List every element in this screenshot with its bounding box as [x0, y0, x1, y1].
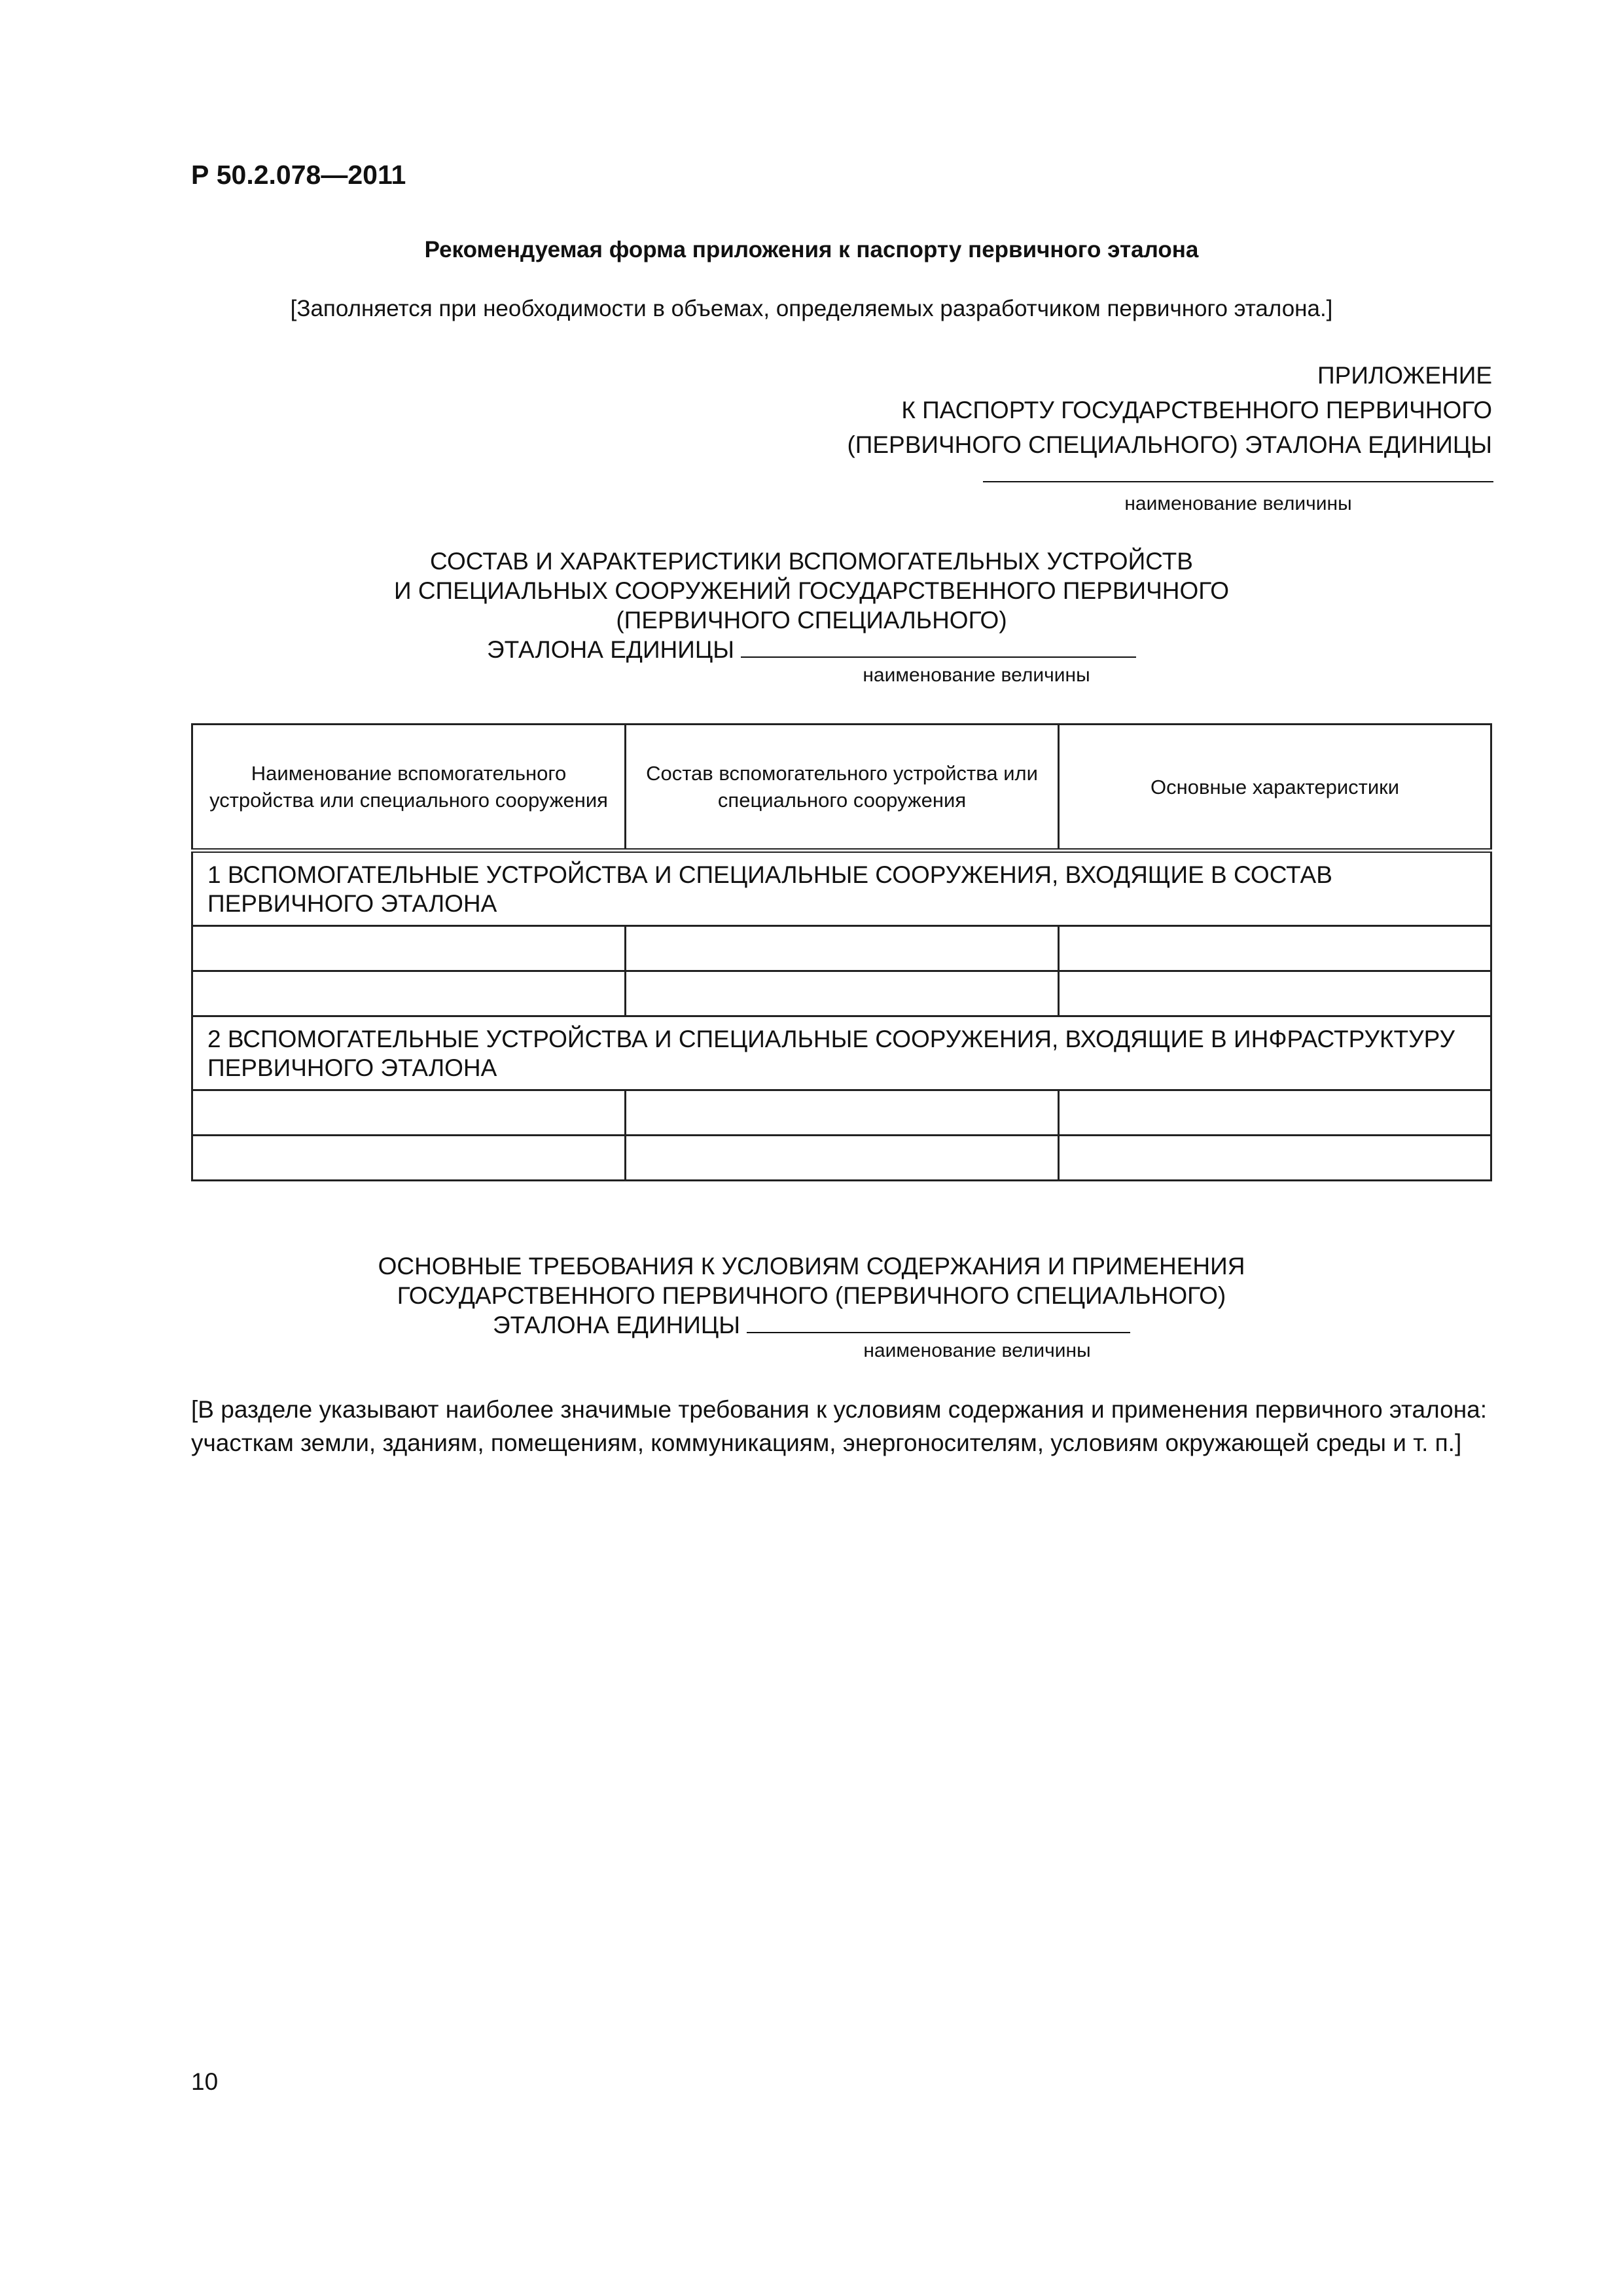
- unit-name-line: [741, 656, 1136, 658]
- table-cell[interactable]: [192, 1136, 626, 1181]
- table-header-row: [192, 725, 1491, 851]
- document-code: Р 50.2.078—2011: [191, 160, 406, 190]
- section2-unit-row: [0, 1310, 1623, 1340]
- unit-name-line: [747, 1331, 1130, 1333]
- section2-heading: [0, 1251, 1623, 1340]
- table-cell[interactable]: [192, 926, 626, 971]
- section1-line: ЭТАЛОНА ЕДИНИЦЫ: [487, 636, 734, 663]
- unit-name-caption: наименование величины: [863, 1340, 1091, 1361]
- table-cell[interactable]: [192, 1090, 626, 1136]
- table-row: [192, 926, 1491, 971]
- section1-heading: [0, 547, 1623, 664]
- appendix-line: К ПАСПОРТУ ГОСУДАРСТВЕННОГО ПЕРВИЧНОГО: [901, 397, 1492, 423]
- table-cell[interactable]: [1059, 1136, 1491, 1181]
- group-title: 1 ВСПОМОГАТЕЛЬНЫЕ УСТРОЙСТВА И СПЕЦИАЛЬНЫЕ СООРУЖЕНИЯ, ВХОДЯЩИЕ В СОСТАВ ПЕРВИЧНОГО ЭТАЛОНА: [192, 851, 1491, 926]
- section2-line: ГОСУДАРСТВЕННОГО ПЕРВИЧНОГО (ПЕРВИЧНОГО СПЕЦИАЛЬНОГО): [397, 1282, 1226, 1309]
- column-header-characteristics: Основные характеристики: [1059, 725, 1491, 851]
- unit-name-line: [983, 481, 1493, 482]
- table-cell[interactable]: [192, 971, 626, 1016]
- form-title: Рекомендуемая форма приложения к паспорту первичного эталона: [424, 237, 1199, 262]
- unit-name-caption: наименование величины: [1124, 493, 1352, 514]
- section1-line: (ПЕРВИЧНОГО СПЕЦИАЛЬНОГО): [616, 607, 1007, 634]
- page-number: 10: [191, 2068, 219, 2095]
- appendix-header: [847, 358, 1492, 462]
- section2-line: ЭТАЛОНА ЕДИНИЦЫ: [493, 1312, 740, 1338]
- auxiliary-devices-table: [191, 723, 1492, 1181]
- table-cell[interactable]: [626, 1136, 1059, 1181]
- unit-name-caption: наименование величины: [863, 664, 1090, 686]
- column-header-composition: Состав вспомогательного устройства или специального сооружения: [626, 725, 1059, 851]
- section1-line: СОСТАВ И ХАРАКТЕРИСТИКИ ВСПОМОГАТЕЛЬНЫХ УСТРОЙСТВ: [430, 548, 1193, 575]
- table-group-row: [192, 851, 1491, 926]
- appendix-line: (ПЕРВИЧНОГО СПЕЦИАЛЬНОГО) ЭТАЛОНА ЕДИНИЦЫ: [847, 431, 1492, 458]
- table-cell[interactable]: [626, 971, 1059, 1016]
- section1-unit-row: [0, 635, 1623, 664]
- group-title: 2 ВСПОМОГАТЕЛЬНЫЕ УСТРОЙСТВА И СПЕЦИАЛЬНЫЕ СООРУЖЕНИЯ, ВХОДЯЩИЕ В ИНФРАСТРУКТУРУ ПЕРВИЧНОГО ЭТАЛОНА: [192, 1016, 1491, 1090]
- table-row: [192, 1090, 1491, 1136]
- table-row: [192, 1136, 1491, 1181]
- table-cell[interactable]: [1059, 971, 1491, 1016]
- table-row: [192, 971, 1491, 1016]
- fill-note: [Заполняется при необходимости в объемах, определяемых разработчиком первичного эталона.]: [290, 296, 1333, 321]
- table-cell[interactable]: [626, 926, 1059, 971]
- appendix-line: ПРИЛОЖЕНИЕ: [1317, 362, 1492, 389]
- table-cell[interactable]: [1059, 1090, 1491, 1136]
- section1-line: И СПЕЦИАЛЬНЫХ СООРУЖЕНИЙ ГОСУДАРСТВЕННОГО ПЕРВИЧНОГО: [393, 577, 1230, 604]
- table-cell[interactable]: [626, 1090, 1059, 1136]
- table-cell[interactable]: [1059, 926, 1491, 971]
- column-header-name: Наименование вспомогательного устройства или специального сооружения: [192, 725, 626, 851]
- section2-line: ОСНОВНЫЕ ТРЕБОВАНИЯ К УСЛОВИЯМ СОДЕРЖАНИЯ И ПРИМЕНЕНИЯ: [378, 1253, 1245, 1280]
- requirements-note: [В разделе указывают наиболее значимые требования к условиям содержания и применения первичного эталона: участкам земли, зданиям, помещениям, коммуникациям, энергоносителям, условиям окружающей среды и т. п.]: [191, 1396, 1488, 1456]
- table-group-row: [192, 1016, 1491, 1090]
